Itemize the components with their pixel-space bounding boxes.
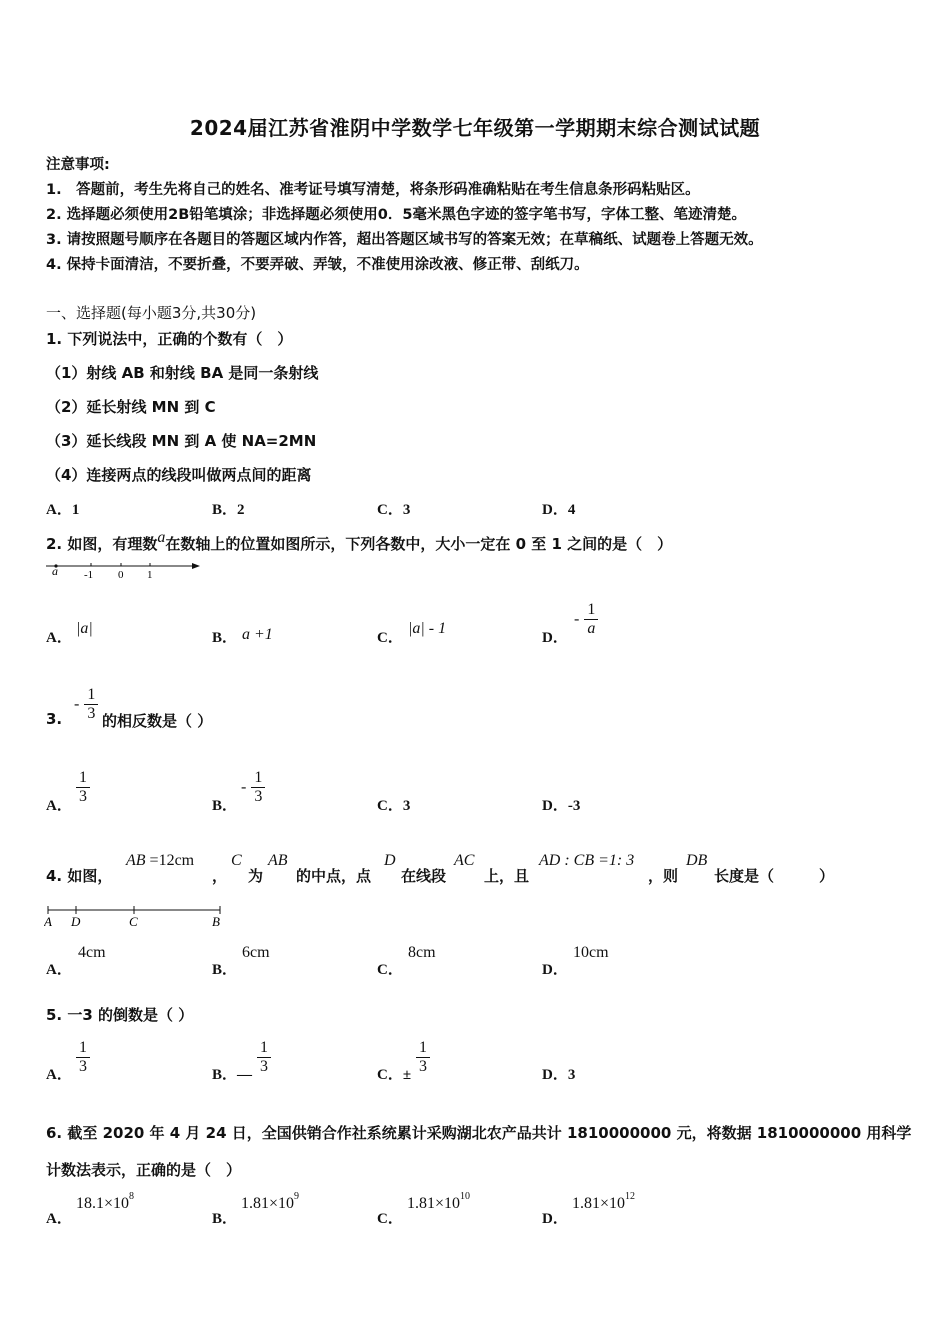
fraction — [251, 769, 265, 806]
q5-frac-c — [416, 1039, 430, 1076]
base: 1.81×10 — [572, 1195, 626, 1212]
q3-option-d: D．-3 — [542, 798, 581, 814]
notice-heading: 注意事项: — [46, 157, 110, 173]
axis-label: a — [52, 564, 58, 578]
q1-statement: （2）延长射线 MN 到 C — [46, 398, 216, 416]
q4-text: 上，且 — [484, 867, 530, 885]
axis-label: 0 — [118, 569, 124, 581]
question-6-stem-line2: 计数法表示，正确的是（ ） — [46, 1161, 242, 1179]
base: 1.81×10 — [407, 1195, 461, 1212]
fraction — [76, 769, 90, 806]
q6-option-b: B． — [212, 1211, 238, 1227]
q6-value-d — [572, 1191, 636, 1213]
q1-option-b: B．2 — [212, 502, 245, 518]
q4-math: AB — [268, 852, 288, 869]
q1-statement: （4）连接两点的线段叫做两点间的距离 — [46, 466, 312, 484]
exponent: 12 — [625, 1191, 636, 1202]
fraction — [584, 601, 598, 638]
exponent: 10 — [460, 1191, 471, 1202]
axis-label: -1 — [84, 569, 94, 581]
numerator: 1 — [79, 769, 87, 786]
denominator: 3 — [419, 1058, 427, 1075]
q5-frac-a — [76, 1039, 90, 1076]
q2-expr-b: a +1 — [242, 626, 273, 643]
question-1-stem: 1. 下列说法中，正确的个数有（ ） — [46, 330, 293, 348]
section-heading: 一、选择题(每小题3分,共30分) — [46, 304, 257, 322]
sign: - — [74, 695, 80, 713]
q6-option-c: C． — [377, 1211, 403, 1227]
q6-option-d: D． — [542, 1211, 568, 1227]
q2-option-d: D． — [542, 630, 568, 646]
q2-stem-end: 在数轴上的位置如图所示，下列各数中，大小一定在 0 至 1 之间的是（ ） — [165, 535, 673, 553]
q4-math: D — [384, 852, 396, 869]
question-6-stem-line1: 6. 截至 2020 年 4 月 24 日，全国供销合作社系统累计采购湖北农产品共计 1810000000 元，将数据 1810000000 用科学 — [46, 1124, 912, 1142]
numerator: 1 — [79, 1039, 87, 1056]
denominator: a — [587, 620, 596, 637]
exponent: 8 — [129, 1191, 135, 1202]
q5-option-a: A． — [46, 1067, 72, 1083]
q4-option-c: C． — [377, 962, 403, 978]
q4-math: AC — [454, 852, 475, 869]
denominator: 3 — [254, 788, 263, 805]
q4-value-a: 4cm — [78, 944, 106, 961]
q6-value-a — [76, 1191, 135, 1213]
segment-diagram — [44, 904, 228, 928]
q4-math: DB — [686, 852, 708, 869]
point-label: C — [129, 914, 138, 928]
numerator: 1 — [587, 601, 596, 618]
q4-text: 长度是（ ） — [714, 867, 835, 885]
q5-option-d: D．3 — [542, 1067, 576, 1083]
fraction — [416, 1039, 430, 1076]
q1-statement: （3）延长线段 MN 到 A 使 NA=2MN — [46, 432, 317, 450]
q6-option-a: A． — [46, 1211, 72, 1227]
question-5-stem: 5. 一3 的倒数是（ ） — [46, 1006, 194, 1024]
q4-text: 为 — [248, 867, 264, 885]
numerator: 1 — [260, 1039, 268, 1056]
denominator: 3 — [260, 1058, 268, 1075]
notice-item: 3. 请按照题号顺序在各题目的答题区域内作答，超出答题区域书写的答案无效；在草稿纸、试题卷上答题无效。 — [46, 232, 763, 248]
q6-value-c — [407, 1191, 471, 1213]
q5-frac-b — [257, 1039, 271, 1076]
q4-option-d: D． — [542, 962, 568, 978]
q4-value-c: 8cm — [408, 944, 436, 961]
q2-variable: a — [157, 529, 166, 546]
q3-option-a: A． — [46, 798, 72, 814]
numerator: 1 — [419, 1039, 427, 1056]
exponent: 9 — [294, 1191, 300, 1202]
q3-option-b: B． — [212, 798, 238, 814]
q2-option-a: A． — [46, 630, 72, 646]
numerator: 1 — [87, 686, 96, 703]
q5-option-c: C．± — [377, 1067, 412, 1083]
q4-text: ，则 — [648, 867, 679, 885]
point-label: D — [71, 914, 81, 928]
fraction — [257, 1039, 271, 1076]
sign: - — [574, 610, 580, 628]
q1-option-d: D．4 — [542, 502, 576, 518]
denominator: 3 — [87, 705, 96, 722]
page-title: 2024届江苏省淮阴中学数学七年级第一学期期末综合测试试题 — [189, 116, 761, 140]
fraction — [76, 1039, 90, 1076]
q1-option-a: A．1 — [46, 502, 80, 518]
question-2-stem — [46, 529, 673, 554]
q4-option-b: B． — [212, 962, 238, 978]
base: 1.81×10 — [241, 1195, 295, 1212]
q4-value-d: 10cm — [573, 944, 609, 961]
q4-option-a: A． — [46, 962, 72, 978]
q6-value-b — [241, 1191, 300, 1213]
sign: - — [241, 778, 247, 796]
q2-expr-c: |a| - 1 — [408, 620, 447, 637]
q3-frac-b — [241, 769, 265, 806]
q4-math: AB =12cm — [126, 852, 195, 869]
q2-option-b: B． — [212, 630, 238, 646]
q1-option-c: C．3 — [377, 502, 411, 518]
denominator: 3 — [79, 788, 87, 805]
q1-statement: （1）射线 AB 和射线 BA 是同一条射线 — [46, 364, 319, 382]
denominator: 3 — [79, 1058, 87, 1075]
number-line — [44, 558, 204, 582]
q2-expr-a: |a| — [76, 620, 93, 637]
q4-text: 的中点，点 — [296, 867, 372, 885]
q4-math: AD : CB =1: 3 — [539, 852, 635, 869]
point-label: B — [212, 914, 220, 928]
q4-text: 在线段 — [401, 867, 447, 885]
q3-option-c: C．3 — [377, 798, 411, 814]
numerator: 1 — [254, 769, 263, 786]
q2-stem-start: 2. 如图，有理数 — [46, 535, 158, 553]
question-3-number: 3. — [46, 710, 63, 728]
q4-math: C — [231, 852, 242, 869]
q2-option-c: C． — [377, 630, 403, 646]
point-label: A — [44, 914, 52, 928]
question-3-stem: 的相反数是（ ） — [102, 712, 213, 730]
q2-expr-d — [574, 601, 598, 638]
notice-item: 1. 答题前，考生先将自己的姓名、准考证号填写清楚，将条形码准确粘贴在考生信息条形码粘贴区。 — [46, 182, 700, 198]
axis-label: 1 — [147, 569, 153, 581]
notice-item: 4. 保持卡面清洁，不要折叠，不要弄破、弄皱，不准使用涂改液、修正带、刮纸刀。 — [46, 257, 589, 273]
question-4-lead: 4. 如图， — [46, 867, 113, 885]
notice-item: 2. 选择题必须使用2B铅笔填涂；非选择题必须使用0．5毫米黑色字迹的签字笔书写，字体工整、笔迹清楚。 — [46, 207, 746, 223]
q3-frac-a — [76, 769, 90, 806]
fraction — [84, 686, 98, 723]
question-3-expr — [74, 686, 98, 723]
q4-text: ， — [212, 867, 228, 885]
base: 18.1×10 — [76, 1195, 130, 1212]
q4-value-b: 6cm — [242, 944, 270, 961]
q5-option-b: B．— — [212, 1067, 253, 1083]
